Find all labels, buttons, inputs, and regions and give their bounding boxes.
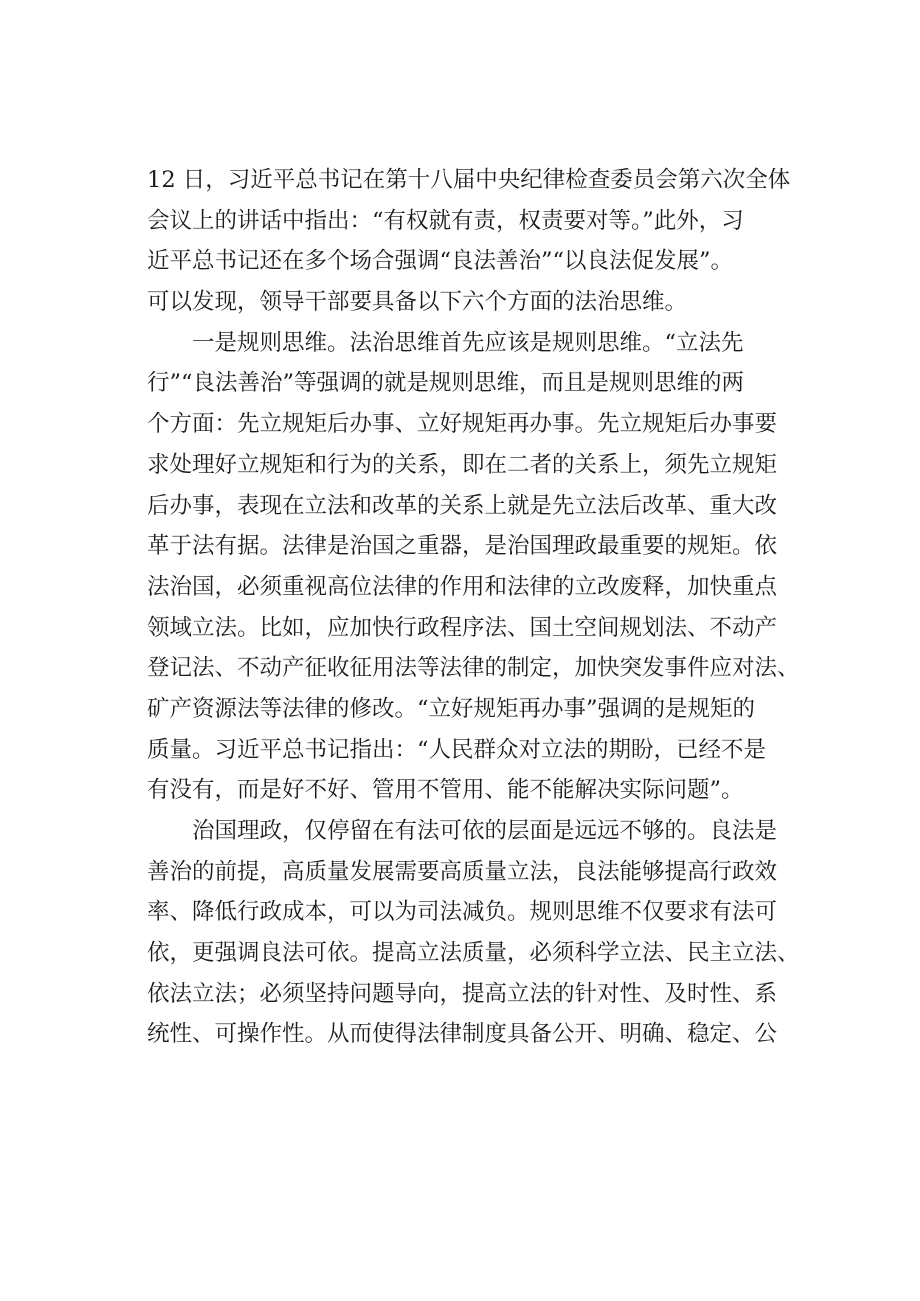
paragraph-2 [147,323,800,811]
text-line: 革于法有据。法律是治国之重器，是治国理政最重要的规矩。依 [147,533,778,560]
text-line: 善治的前提，高质量发展需要高质量立法，良法能够提高行政效 [147,858,778,885]
text-line: 率、降低行政成本，可以为司法减负。规则思维不仅要求有法可 [147,899,778,926]
text-line: 近平总书记还在多个场合强调“良法善治”“以良法促发展”。 [147,248,734,275]
text-line: 登记法、不动产征收征用法等法律的制定，加快突发事件应对法、 [147,655,800,682]
text-line: 治国理政，仅停留在有法可依的层面是远远不够的。良法是 [147,818,778,844]
text-line: 一是规则思维。法治思维首先应该是规则思维。“立法先 [147,329,744,356]
text-line: 质量。习近平总书记指出：“人民群众对立法的期盼，已经不是 [147,736,767,763]
text-line: 有没有，而是好不好、管用不管用、能不能解决实际问题”。 [147,777,744,804]
text-line: 依，更强调良法可依。提高立法质量，必须科学立法、民主立法、 [147,940,800,967]
text-line: 后办事，表现在立法和改革的关系上就是先立法后改革、重大改 [147,492,778,519]
paragraph-3 [147,811,800,1055]
text-line: 依法立法；必须坚持问题导向，提高立法的针对性、及时性、系 [147,980,778,1007]
text-line: 12 日，习近平总书记在第十八届中央纪律检查委员会第六次全体 [147,167,791,193]
text-line: 法治国，必须重视高位法律的作用和法律的立改废释，加快重点 [147,573,778,600]
text-line: 矿产资源法等法律的修改。“立好规矩再办事”强调的是规矩的 [147,695,756,722]
text-line: 行”“良法善治”等强调的就是规则思维，而且是规则思维的两 [147,370,745,397]
text-line: 个方面：先立规矩后办事、立好规矩再办事。先立规矩后办事要 [147,411,778,438]
text-line: 可以发现，领导干部要具备以下六个方面的法治思维。 [147,289,688,316]
paragraph-1 [147,160,797,323]
text-line: 求处理好立规矩和行为的关系，即在二者的关系上，须先立规矩 [147,451,778,478]
body-text [147,160,800,1055]
text-line: 领域立法。比如，应加快行政程序法、国土空间规划法、不动产 [147,614,778,641]
text-line: 统性、可操作性。从而使得法律制度具备公开、明确、稳定、公 [147,1021,778,1048]
text-line: 会议上的讲话中指出：“有权就有责，权责要对等。”此外，习 [147,207,744,234]
